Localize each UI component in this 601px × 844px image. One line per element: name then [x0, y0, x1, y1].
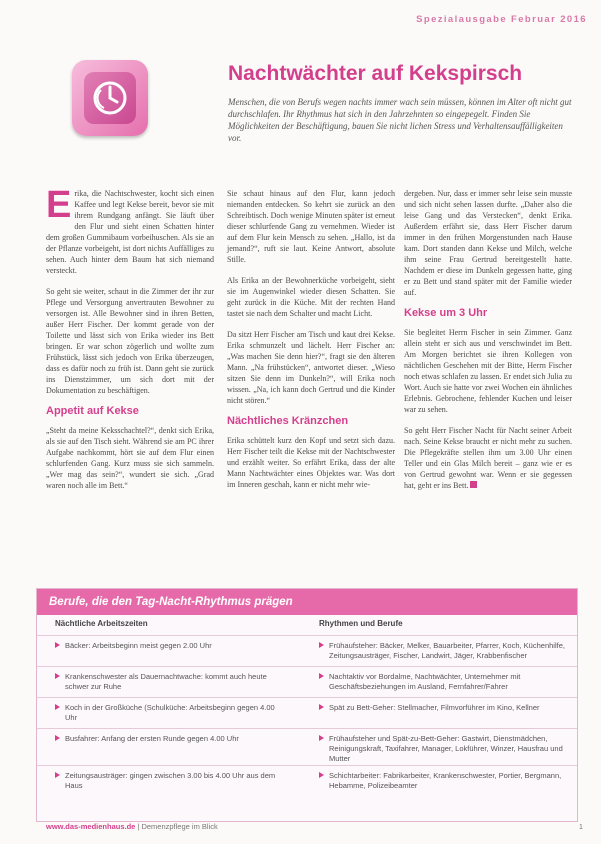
triangle-bullet-icon: [319, 772, 324, 778]
cell-left: Koch in der Großküche (Schulküche: Arbeitsbeginn gegen 4.00 Uhr: [65, 703, 275, 722]
info-box-title: Berufe, die den Tag-Nacht-Rhythmus prägen: [37, 589, 577, 615]
paragraph: Sie begleitet Herrn Fischer in sein Zimmer. Ganz allein steht er sich aus und verschwindet im Bett. Am Morgen berichtet sie ihren Kollegen von nächtlichen Geschehen mit der Bitte, Herrn Fischer noch etwas schlafen zu lassen. Er endet sich Julia zu Wort. Auch sie hatte vor zwei Wochen ein ähnliches Erlebnis. Gebrochene, fehlender Kuchen und leiser war zu sehen.: [404, 328, 572, 414]
dropcap: E: [46, 184, 72, 226]
cell-right: Frühaufsteher und Spät-zu-Bett-Geher: Gastwirt, Dienstmädchen, Reinigungskraft, Taxifahrer, Manager, Lokführer, Winzer, Hausfrau und Mutter: [329, 734, 563, 763]
page-number: 1: [578, 822, 583, 831]
triangle-bullet-icon: [55, 772, 60, 778]
article-lead: Menschen, die von Berufs wegen nachts immer wach sein müssen, können im Alter oft nicht gut durchschlafen. Ihr Rhythmus hat sich in den Jahrzehnten so eingepegelt. Finden Sie Möglichkeiten der Beschäftigung, bauen Sie nicht lichen Stress und Verhaltensauffälligkeiten vor.: [228, 97, 572, 143]
end-mark-icon: [470, 481, 477, 488]
cell-left: Krankenschwester als Dauernachtwache: kommt auch heute schwer zur Ruhe: [65, 672, 267, 691]
cell-right: Schichtarbeiter: Fabrikarbeiter, Krankenschwester, Portier, Bergmann, Hebamme, Polizeibeamter: [329, 771, 562, 790]
subheading: Nächtliches Kränzchen: [227, 415, 349, 427]
table-row: [37, 666, 577, 697]
paragraph: dergeben. Nur, dass er immer sehr leise sein musste und sich nicht sehen lassen durfte. „Daher also die leise Gang und das Verstecken“, denkt Erika. Außerdem erfährt sie, dass Herr Fischer darum immer in den frühen Morgenstunden nach Hause kam. Dort standen dann Kekse und Milch, welche ihm seine Frau Gertrud bereitgestellt hatte. Nachdem er diese im Dunkeln gegessen hatte, ging er zu Bett und stand später mit der Familie wieder auf.: [404, 189, 572, 297]
paragraph: So geht Herr Fischer Nacht für Nacht seiner Arbeit nach. Seine Kekse braucht er nicht mehr zu suchen. Die Pflegekräfte stellen ihm um 3.00 Uhr einen Teller und ein Glas Milch bereit – ganz wie er es von Gertrud gewohnt war. Wenn er sie gegessen hat, geht er ins Bett.: [404, 426, 572, 490]
triangle-bullet-icon: [55, 735, 60, 741]
triangle-bullet-icon: [55, 642, 60, 648]
subheading: Appetit auf Kekse: [46, 405, 139, 417]
table-row: [37, 728, 577, 765]
paragraph: „Steht da meine Keksschachtel?“, denkt sich Erika, als sie auf den Tisch sieht. Während sie am PC ihrer Aufgabe nachkommt, hört sie auf dem Flur einen schlurfenden Gang. Kurz muss sie sich sammeln. „Wer mag das sein?“, wundert sie sich. „Grad waren noch alle im Bett.“: [46, 426, 214, 490]
paragraph: Da sitzt Herr Fischer am Tisch und kaut drei Kekse. Erika schmunzelt und lächelt. Herr Fischer an: „Was machen Sie denn hier?“, fragt sie den älteren Mann. „Na frühstücken“, antwortet dieser. „Wieso sitzen Sie denn im Dunkeln?“, will Erika noch wissen. „Na, ich kann doch Gertrud und die Kinder nicht stören.“: [227, 330, 395, 405]
footer: [46, 822, 218, 831]
cell-right: Spät zu Bett-Geher: Stellmacher, Filmvorführer im Kino, Kellner: [329, 703, 540, 712]
triangle-bullet-icon: [55, 704, 60, 710]
paragraph: rika, die Nachtschwester, kocht sich einen Kaffee und legt Kekse bereit, bevor sie mit ihrem Rundgang anfängt. Sie läuft über den Flur und sieht einen Schatten hinter dem großen Gummibaum vorbeihuschen. Als sie an der Pflanze vorbeigeht, ist dort nichts Auffälliges zu sehen. Auch hinter dem Baum hat sich niemand versteckt.: [46, 189, 214, 275]
triangle-bullet-icon: [319, 673, 324, 679]
paragraph: Sie schaut hinaus auf den Flur, kann jedoch niemanden entdecken. So kehrt sie zurück an den Schreibtisch. Doch wenige Minuten später ist erneut dieser schlurfende Gang zu vernehmen. Wieder ist auf dem Flur kein Mensch zu sehen. „Hallo, ist da jemand?“, ruft sie laut. Keine Antwort, absolute Stille.: [227, 189, 395, 264]
cell-right: Frühaufsteher: Bäcker, Melker, Bauarbeiter, Pfarrer, Koch, Küchenhilfe, Zeitungsausträger, Fischer, Landwirt, Jäger, Krabbenfischer: [329, 641, 565, 660]
triangle-bullet-icon: [55, 673, 60, 679]
cell-right: Nachtaktiv vor Bordalme, Nachtwächter, Unternehmer mit Geschäftsbeziehungen im Ausland, Fernfahrer/Fahrer: [329, 672, 521, 691]
clock-moon-icon: [72, 60, 148, 136]
table-row: [37, 697, 577, 728]
column-header-left: Nächtliche Arbeitszeiten: [55, 619, 148, 628]
text-column-3: [404, 188, 572, 501]
triangle-bullet-icon: [319, 735, 324, 741]
table-row: [37, 765, 577, 796]
cell-left: Bäcker: Arbeitsbeginn meist gegen 2.00 Uhr: [65, 641, 212, 650]
cell-left: Zeitungsausträger: gingen zwischen 3.00 bis 4.00 Uhr aus dem Haus: [65, 771, 276, 790]
text-column-1: [46, 184, 214, 501]
paragraph: So geht sie weiter, schaut in die Zimmer der ihr zur Pflege und Versorgung anvertrauten Bewohner zu versorgen ist. Alle Bewohner sind in ihren Betten, außer Herr Fischer. Der kommt gerade von der Toilette und lässt sich von Erika wieder ins Bett bringen. Er war schon zögerlich und wollte zum Frühstück, lässt sich jedoch von Erika überzeugen, dass es dafür noch zu früh ist. Dann geht sie zurück ins Dienstzimmer, um sich dort mit der Dokumentation zu beschäftigen.: [46, 287, 214, 395]
table-row: [37, 635, 577, 666]
text-column-2: [227, 188, 395, 500]
triangle-bullet-icon: [319, 642, 324, 648]
column-header-right: Rhythmen und Berufe: [319, 619, 403, 628]
info-table: [37, 635, 577, 796]
article-title: Nachtwächter auf Kekspirsch: [228, 62, 523, 85]
paragraph: Als Erika an der Bewohnerküche vorbeigeht, sieht sie im Augenwinkel wieder diesen Schatten. Sie geht zurück in die Küche. Mit der rechten Hand tastet sie nach dem Schalter und macht Licht.: [227, 276, 395, 318]
footer-url[interactable]: www.das-medienhaus.de: [46, 822, 136, 831]
subheading: Kekse um 3 Uhr: [404, 307, 488, 319]
triangle-bullet-icon: [319, 704, 324, 710]
info-box: [36, 588, 578, 822]
footer-section: | Demenzpflege im Blick: [137, 822, 218, 831]
cell-left: Busfahrer: Anfang der ersten Runde gegen 4.00 Uhr: [65, 734, 239, 743]
edition-label: Spezialausgabe Februar 2016: [416, 14, 587, 25]
paragraph: Erika schüttelt kurz den Kopf und setzt sich dazu. Herr Fischer teilt die Kekse mit der Nachtschwester und erzählt weiter. So erfährt Erika, dass der alte Mann Nachtwächter eines Objektes war. Was dort im Inneren geschah, kann er nicht mehr wie-: [227, 436, 395, 489]
